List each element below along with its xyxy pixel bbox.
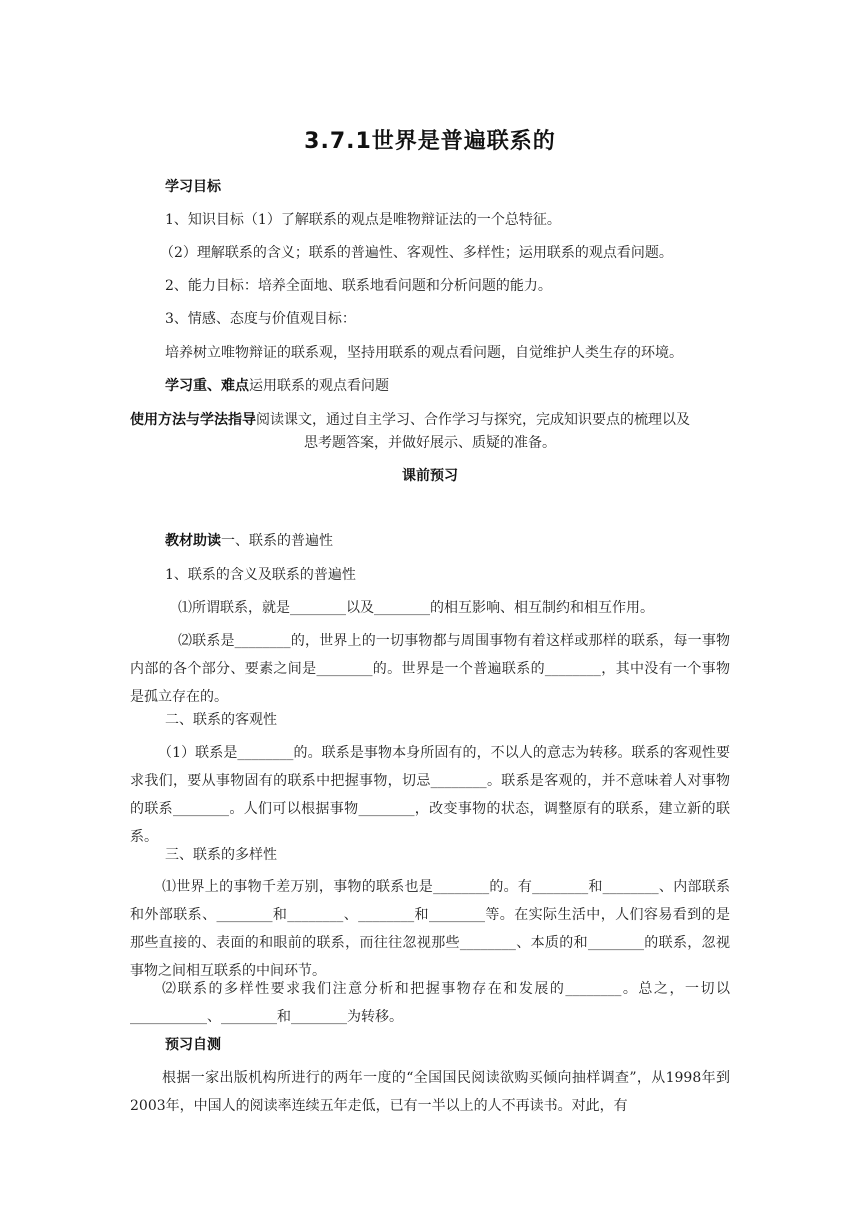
key-points xyxy=(165,376,389,396)
objective-emotion-text: 培养树立唯物辩证的联系观，坚持用联系的观点看问题，自觉维护人类生存的环境。 xyxy=(165,345,683,361)
objective-knowledge-2: （2）理解联系的含义；联系的普遍性、客观性、多样性；运用联系的观点看问题。 xyxy=(160,245,673,261)
method-label: 使用方法与学法指导 xyxy=(130,412,256,428)
section3-title: 三、联系的多样性 xyxy=(165,847,277,863)
page-title: 3.7.1世界是普遍联系的 xyxy=(304,129,556,154)
section2-title: 二、联系的客观性 xyxy=(165,712,277,728)
method-line-2: 思考题答案，并做好展示、质疑的准备。 xyxy=(304,435,556,451)
objective-ability: 2、能力目标：培养全面地、联系地看问题和分析问题的能力。 xyxy=(165,278,552,294)
section1-title: 一、联系的普遍性 xyxy=(221,533,333,549)
objective-knowledge-1: 1、知识目标（1）了解联系的观点是唯物辩证法的一个总特征。 xyxy=(165,212,561,228)
section1-p2: ⑵联系是________的，世界上的一切事物都与周围事物有着这样或那样的联系，每一事物内部的各个部分、要素之间是________的。世界是一个普遍联系的________，其中没有一个事物是孤立存在的。 xyxy=(130,633,730,705)
section1-label: 教材助读 xyxy=(165,533,221,549)
key-points-label: 学习重、难点 xyxy=(165,378,249,394)
method-line-1 xyxy=(130,410,690,430)
objectives-heading: 学习目标 xyxy=(165,179,221,195)
key-points-text: 运用联系的观点看问题 xyxy=(249,378,389,394)
section3-p2: ⑵联系的多样性要求我们注意分析和把握事物存在和发展的________。总之，一切以___________、________和________为转移。 xyxy=(130,981,730,1025)
section1-heading xyxy=(165,531,333,551)
self-test-heading: 预习自测 xyxy=(165,1037,221,1053)
section1-p1: ⑴所谓联系，就是________以及________的相互影响、相互制约和相互作用。 xyxy=(178,600,654,616)
section1-sub: 1、联系的含义及联系的普遍性 xyxy=(165,567,356,583)
section2-p1: （1）联系是________的。联系是事物本身所固有的，不以人的意志为转移。联系的客观性要求我们，要从事物固有的联系中把握事物，切忌________。联系是客观的，并不意味着人对事物的联系________。人们可以根据事物________，改变事物的状态，调整原有的联系，建立新的联系。 xyxy=(130,745,730,845)
section3-p1: ⑴世界上的事物千差万别，事物的联系也是________的。有________和________、内部联系和外部联系、________和________、________和________等。在实际生活中，人们容易看到的是那些直接的、表面的和眼前的联系，而往往忽视那些________、本质的和________的联系，忽视事物之间相互联系的中间环节。 xyxy=(130,879,730,979)
self-test-text: 根据一家出版机构所进行的两年一度的“全国国民阅读欲购买倾向抽样调查”，从1998年到2003年，中国人的阅读率连续五年走低，已有一半以上的人不再读书。对此，有 xyxy=(130,1070,730,1114)
preview-heading: 课前预习 xyxy=(402,468,458,484)
method-text-1: 阅读课文，通过自主学习、合作学习与探究，完成知识要点的梳理以及 xyxy=(256,412,690,428)
objective-emotion-heading: 3、情感、态度与价值观目标： xyxy=(165,311,356,327)
